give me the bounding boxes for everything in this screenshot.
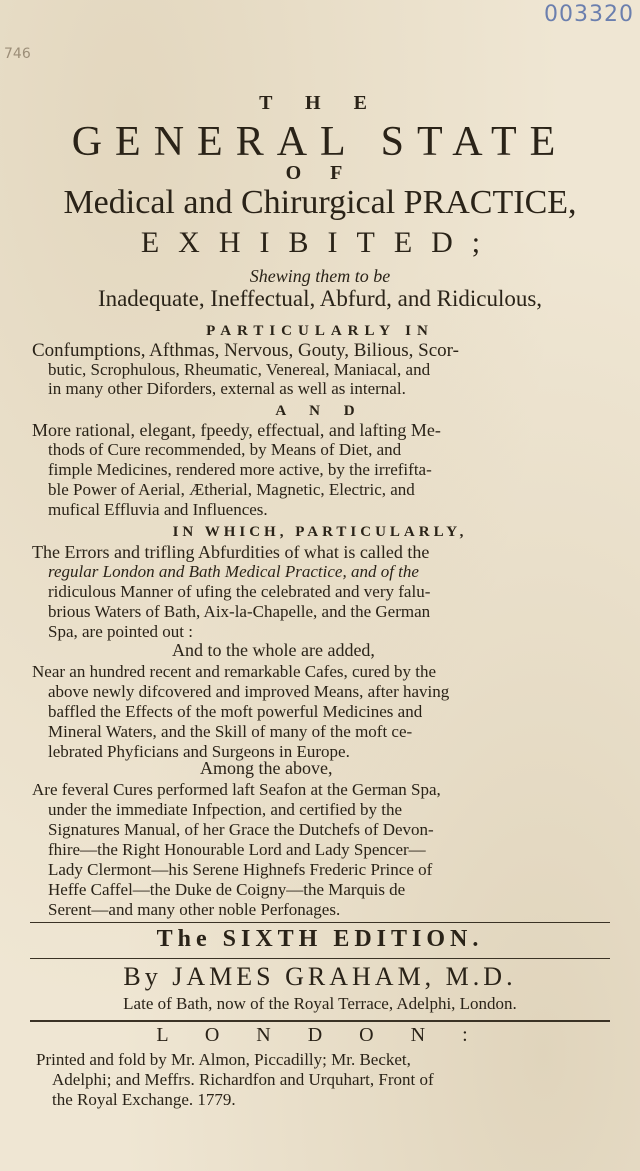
text-line: mufical Effluvia and Influences. <box>48 500 268 519</box>
author-name: By JAMES GRAHAM, M.D. <box>123 962 517 991</box>
heading-and: A N D <box>275 403 365 419</box>
text-line: Spa, are pointed out : <box>48 622 193 641</box>
subtitle-inadequate: Inadequate, Ineffectual, Abfurd, and Ridiculous, <box>97 286 543 311</box>
text-line: Are feveral Cures performed laft Seafon at the German Spa, <box>32 780 441 799</box>
title-of: O F <box>285 162 355 184</box>
author-affiliation: Late of Bath, now of the Royal Terrace, Adelphi, London. <box>123 994 517 1013</box>
text-line: thods of Cure recommended, by Means of Diet, and <box>48 440 402 459</box>
heading-whole: And to the whole are added, <box>172 640 375 660</box>
subtitle-shewing: Shewing them to be <box>249 266 391 286</box>
text-line: lebrated Phyficians and Surgeons in Europe. <box>48 742 350 761</box>
text-line: in many other Diforders, external as well as internal. <box>48 379 406 398</box>
text-line: baffled the Effects of the moft powerful Medicines and <box>48 702 423 721</box>
text-line: Serent—and many other noble Perfonages. <box>48 900 341 919</box>
text-line: Lady Clermont—his Serene Highnefs Frederic Prince of <box>48 860 433 879</box>
shelf-mark: 746 <box>4 46 31 62</box>
heading-among: Among the above, <box>200 758 333 778</box>
text-line: fhire—the Right Honourable Lord and Lady Spencer— <box>48 840 426 859</box>
imprint-london: L O N D O N : <box>156 1024 484 1046</box>
text-line: ridiculous Manner of ufing the celebrated and very falu- <box>48 582 431 601</box>
text-line: above newly difcovered and improved Means, after having <box>48 682 450 701</box>
divider <box>30 922 610 923</box>
text-line: Mineral Waters, and the Skill of many of the moft ce- <box>48 722 413 741</box>
text-line: ble Power of Aerial, Ætherial, Magnetic, Electric, and <box>48 480 415 499</box>
text-line: The Errors and trifling Abfurdities of what is called the <box>32 542 430 562</box>
text-line: under the immediate Infpection, and certified by the <box>48 800 403 819</box>
title-exhibited: EXHIBITED; <box>140 226 500 259</box>
imprint-line: Adelphi; and Meffrs. Richardfon and Urquhart, Front of <box>52 1070 434 1089</box>
text-line: Confumptions, Afthmas, Nervous, Gouty, Bilious, Scor- <box>32 340 459 361</box>
library-stamp: 003320 <box>544 2 634 27</box>
edition: The SIXTH EDITION. <box>156 926 484 952</box>
text-line: More rational, elegant, fpeedy, effectual, and lafting Me- <box>32 420 441 440</box>
text-line: Heffe Caffel—the Duke de Coigny—the Marquis de <box>48 880 406 899</box>
text-line: fimple Medicines, rendered more active, by the irrefifta- <box>48 460 432 479</box>
text-line: butic, Scrophulous, Rheumatic, Venereal, Maniacal, and <box>48 360 431 379</box>
text-line: regular London and Bath Medical Practice, and of the <box>48 562 419 581</box>
divider <box>30 958 610 959</box>
text-line: Near an hundred recent and remarkable Cafes, cured by the <box>32 662 437 681</box>
title-the: T H E <box>259 92 381 114</box>
heading-in-which: IN WHICH, PARTICULARLY, <box>172 524 468 540</box>
imprint-line: the Royal Exchange. 1779. <box>52 1090 236 1109</box>
title-medical-practice: Medical and Chirurgical PRACTICE, <box>63 184 577 221</box>
title-general-state: GENERAL STATE <box>71 119 569 165</box>
text-line: brious Waters of Bath, Aix-la-Chapelle, and the German <box>48 602 431 621</box>
heading-particularly: PARTICULARLY IN <box>206 323 434 339</box>
text-line: Signatures Manual, of her Grace the Dutchefs of Devon- <box>48 820 434 839</box>
divider <box>30 1020 610 1022</box>
imprint-line: Printed and fold by Mr. Almon, Piccadilly; Mr. Becket, <box>36 1050 411 1069</box>
